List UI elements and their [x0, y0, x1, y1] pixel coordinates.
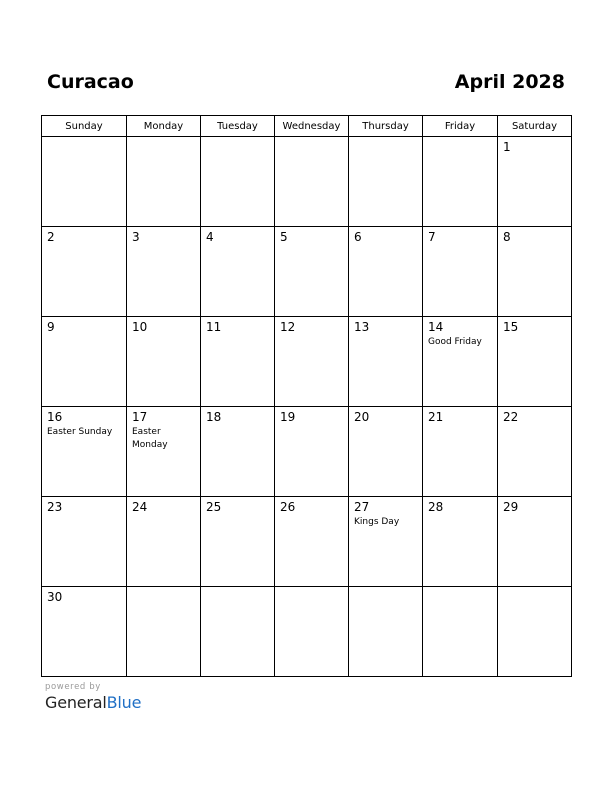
weekday-wednesday: Wednesday	[275, 116, 349, 137]
day-number: 16	[47, 410, 63, 424]
day-cell	[498, 137, 572, 227]
day-cell	[201, 587, 275, 677]
month-year-title: April 2028	[454, 71, 565, 93]
day-cell	[423, 317, 498, 407]
logo-text-blue: Blue	[106, 693, 142, 712]
day-cell	[423, 137, 498, 227]
day-number: 25	[206, 500, 222, 514]
holiday-label: Easter Monday	[132, 427, 168, 450]
day-number: 24	[132, 500, 148, 514]
weekday-thursday: Thursday	[349, 116, 423, 137]
day-cell	[498, 317, 572, 407]
day-cell	[275, 497, 349, 587]
day-number: 2	[47, 230, 55, 244]
day-number: 14	[428, 320, 444, 334]
day-number: 23	[47, 500, 63, 514]
day-cell	[349, 587, 423, 677]
day-number: 22	[503, 410, 519, 424]
calendar-grid	[41, 115, 572, 677]
day-cell	[349, 407, 423, 497]
day-number: 4	[206, 230, 214, 244]
day-number: 3	[132, 230, 140, 244]
week-row	[42, 137, 572, 227]
day-cell	[498, 407, 572, 497]
day-cell	[42, 317, 127, 407]
holiday-label: Easter Sunday	[47, 427, 113, 437]
day-number: 6	[354, 230, 362, 244]
weekday-friday: Friday	[423, 116, 498, 137]
weekday-monday: Monday	[127, 116, 201, 137]
day-cell	[349, 227, 423, 317]
day-number: 5	[280, 230, 288, 244]
day-cell	[201, 317, 275, 407]
day-cell	[127, 407, 201, 497]
calendar-body	[42, 137, 572, 677]
day-cell	[42, 137, 127, 227]
day-number: 17	[132, 410, 148, 424]
day-number: 21	[428, 410, 444, 424]
day-number: 7	[428, 230, 436, 244]
day-cell	[275, 407, 349, 497]
day-number: 1	[503, 140, 511, 154]
day-cell	[349, 317, 423, 407]
weekday-sunday: Sunday	[42, 116, 127, 137]
day-cell	[423, 227, 498, 317]
weekday-saturday: Saturday	[498, 116, 572, 137]
day-number: 27	[354, 500, 370, 514]
day-cell	[201, 407, 275, 497]
day-cell	[42, 587, 127, 677]
day-number: 12	[280, 320, 296, 334]
day-cell	[275, 137, 349, 227]
day-cell	[127, 137, 201, 227]
day-number: 9	[47, 320, 55, 334]
weekday-tuesday: Tuesday	[201, 116, 275, 137]
week-row	[42, 227, 572, 317]
week-row	[42, 317, 572, 407]
generalblue-logo	[45, 693, 141, 712]
day-cell	[349, 137, 423, 227]
day-number: 8	[503, 230, 511, 244]
day-cell	[423, 407, 498, 497]
day-cell	[42, 407, 127, 497]
footer-branding	[45, 682, 141, 712]
day-number: 15	[503, 320, 519, 334]
day-cell	[127, 497, 201, 587]
day-number: 13	[354, 320, 370, 334]
day-cell	[498, 587, 572, 677]
weekday-header-row	[42, 116, 572, 137]
day-cell	[423, 497, 498, 587]
day-cell	[498, 227, 572, 317]
calendar-header	[47, 71, 565, 97]
day-number: 26	[280, 500, 296, 514]
holiday-label: Kings Day	[354, 517, 400, 527]
day-number: 18	[206, 410, 222, 424]
day-cell	[201, 497, 275, 587]
day-cell	[42, 497, 127, 587]
day-cell	[275, 317, 349, 407]
day-cell	[423, 587, 498, 677]
day-number: 11	[206, 320, 222, 334]
powered-by-text: powered by	[45, 682, 101, 692]
day-cell	[127, 317, 201, 407]
day-cell	[127, 227, 201, 317]
day-cell	[201, 137, 275, 227]
day-cell	[201, 227, 275, 317]
week-row	[42, 587, 572, 677]
holiday-label: Good Friday	[428, 337, 482, 347]
day-number: 28	[428, 500, 444, 514]
day-cell	[349, 497, 423, 587]
day-number: 29	[503, 500, 519, 514]
day-cell	[42, 227, 127, 317]
day-cell	[127, 587, 201, 677]
logo-text-general: General	[45, 693, 107, 712]
day-cell	[275, 227, 349, 317]
week-row	[42, 407, 572, 497]
day-number: 10	[132, 320, 148, 334]
day-cell	[275, 587, 349, 677]
day-number: 20	[354, 410, 370, 424]
day-number: 30	[47, 590, 63, 604]
country-title: Curacao	[47, 71, 134, 93]
week-row	[42, 497, 572, 587]
day-cell	[498, 497, 572, 587]
day-number: 19	[280, 410, 296, 424]
